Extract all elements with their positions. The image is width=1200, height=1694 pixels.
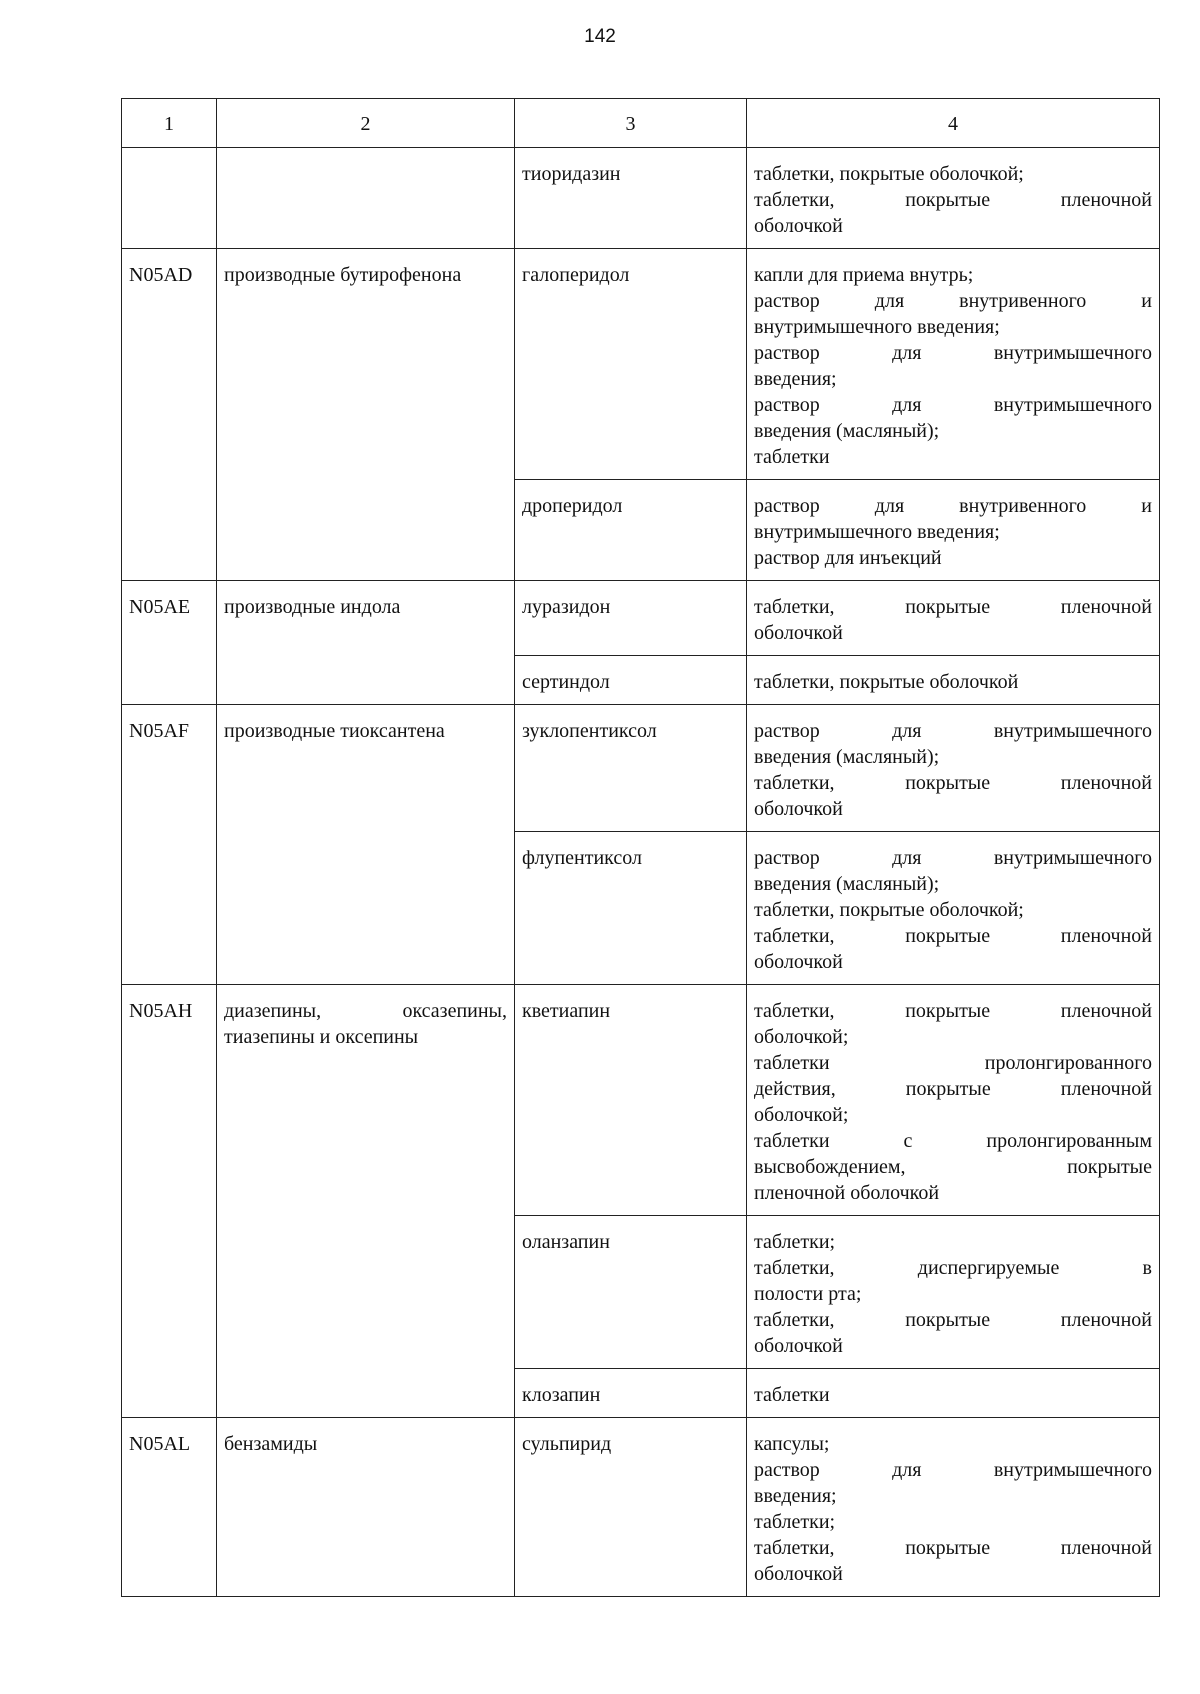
drug-cell: дроперидол xyxy=(515,480,747,581)
forms-cell xyxy=(747,1216,1160,1369)
form-line: таблетки xyxy=(754,446,830,468)
form-line: таблетки, покрытые оболочкой xyxy=(754,671,1019,693)
form-line: введения (масляный); xyxy=(754,873,940,895)
form-line: раствор для внутримышечного xyxy=(754,1459,1152,1481)
atc-code-cell: N05AD xyxy=(122,249,217,581)
forms-cell xyxy=(747,480,1160,581)
group-line: тиазепины и оксепины xyxy=(224,1026,419,1048)
form-line: внутримышечного введения; xyxy=(754,521,1000,543)
drug-table xyxy=(121,98,1160,1597)
form-line: пленочной оболочкой xyxy=(754,1182,940,1204)
drug-cell: клозапин xyxy=(515,1369,747,1418)
drug-cell: тиоридазин xyxy=(515,148,747,249)
forms-cell xyxy=(747,832,1160,985)
drug-cell: кветиапин xyxy=(515,985,747,1216)
table-row xyxy=(122,1418,1160,1597)
group-cell xyxy=(217,148,515,249)
form-line: таблетки xyxy=(754,1384,830,1406)
table-row xyxy=(122,985,1160,1216)
form-line: оболочкой xyxy=(754,215,843,237)
form-line: полости рта; xyxy=(754,1283,862,1305)
forms-cell xyxy=(747,249,1160,480)
form-line: таблетки, покрытые оболочкой; xyxy=(754,899,1024,921)
form-line: капли для приема внутрь; xyxy=(754,264,974,286)
forms-cell xyxy=(747,656,1160,705)
forms-cell xyxy=(747,705,1160,832)
atc-code-cell xyxy=(122,148,217,249)
table-row xyxy=(122,148,1160,249)
atc-code-cell: N05AF xyxy=(122,705,217,985)
form-line: оболочкой; xyxy=(754,1026,849,1048)
forms-cell xyxy=(747,1369,1160,1418)
form-line: раствор для внутримышечного xyxy=(754,847,1152,869)
form-line: таблетки, покрытые пленочной xyxy=(754,1000,1152,1022)
forms-cell xyxy=(747,581,1160,656)
form-line: раствор для внутримышечного xyxy=(754,342,1152,364)
form-line: раствор для внутривенного и xyxy=(754,495,1152,517)
form-line: введения (масляный); xyxy=(754,420,940,442)
drug-cell: зуклопентиксол xyxy=(515,705,747,832)
table-row xyxy=(122,705,1160,832)
form-line: оболочкой xyxy=(754,798,843,820)
form-line: таблетки, покрытые пленочной xyxy=(754,189,1152,211)
group-cell: производные индола xyxy=(217,581,515,705)
form-line: капсулы; xyxy=(754,1433,830,1455)
form-line: таблетки; xyxy=(754,1511,836,1533)
atc-code-cell: N05AE xyxy=(122,581,217,705)
form-line: действия, покрытые пленочной xyxy=(754,1078,1152,1100)
header-cell-3: 3 xyxy=(515,99,747,148)
page-number: 142 xyxy=(584,26,616,47)
form-line: таблетки; xyxy=(754,1231,836,1253)
group-cell: производные бутирофенона xyxy=(217,249,515,581)
form-line: таблетки, диспергируемые в xyxy=(754,1257,1152,1279)
form-line: оболочкой xyxy=(754,1335,843,1357)
atc-code-cell: N05AL xyxy=(122,1418,217,1597)
form-line: введения (масляный); xyxy=(754,746,940,768)
form-line: оболочкой xyxy=(754,622,843,644)
group-cell: бензамиды xyxy=(217,1418,515,1597)
header-cell-2: 2 xyxy=(217,99,515,148)
form-line: таблетки, покрытые пленочной xyxy=(754,1309,1152,1331)
form-line: таблетки, покрытые пленочной xyxy=(754,925,1152,947)
drug-cell: оланзапин xyxy=(515,1216,747,1369)
form-line: раствор для инъекций xyxy=(754,547,942,569)
forms-cell xyxy=(747,1418,1160,1597)
form-line: введения; xyxy=(754,1485,837,1507)
drug-cell: сертиндол xyxy=(515,656,747,705)
group-line: диазепины, оксазепины, xyxy=(224,1000,507,1022)
form-line: внутримышечного введения; xyxy=(754,316,1000,338)
form-line: таблетки, покрытые пленочной xyxy=(754,596,1152,618)
form-line: оболочкой xyxy=(754,1563,843,1585)
group-cell xyxy=(217,985,515,1418)
atc-code-cell: N05AH xyxy=(122,985,217,1418)
header-cell-1: 1 xyxy=(122,99,217,148)
form-line: оболочкой; xyxy=(754,1104,849,1126)
form-line: введения; xyxy=(754,368,837,390)
table-row xyxy=(122,581,1160,656)
drug-cell: галоперидол xyxy=(515,249,747,480)
header-cell-4: 4 xyxy=(747,99,1160,148)
form-line: высвобождением, покрытые xyxy=(754,1156,1152,1178)
form-line: раствор для внутримышечного xyxy=(754,394,1152,416)
group-cell: производные тиоксантена xyxy=(217,705,515,985)
forms-cell xyxy=(747,148,1160,249)
drug-cell: сульпирид xyxy=(515,1418,747,1597)
drug-cell: флупентиксол xyxy=(515,832,747,985)
form-line: таблетки с пролонгированным xyxy=(754,1130,1152,1152)
form-line: раствор для внутримышечного xyxy=(754,720,1152,742)
form-line: таблетки, покрытые оболочкой; xyxy=(754,163,1024,185)
table-row xyxy=(122,249,1160,480)
form-line: таблетки пролонгированного xyxy=(754,1052,1152,1074)
form-line: раствор для внутривенного и xyxy=(754,290,1152,312)
form-line: таблетки, покрытые пленочной xyxy=(754,772,1152,794)
form-line: таблетки, покрытые пленочной xyxy=(754,1537,1152,1559)
drug-cell: луразидон xyxy=(515,581,747,656)
form-line: оболочкой xyxy=(754,951,843,973)
forms-cell xyxy=(747,985,1160,1216)
table-header-row xyxy=(122,99,1160,148)
